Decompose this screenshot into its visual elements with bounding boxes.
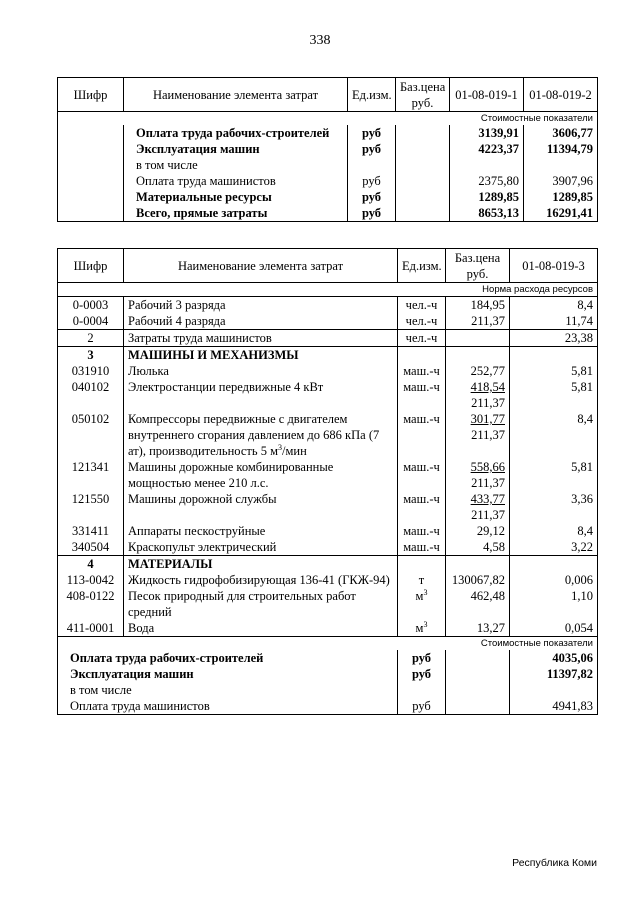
cell-unit bbox=[398, 556, 446, 573]
cell-code bbox=[58, 205, 124, 222]
header-col1: 01-08-019-1 bbox=[450, 78, 524, 112]
cell-unit-text: маш.-ч bbox=[403, 524, 440, 538]
table-row bbox=[58, 666, 598, 682]
cell-name bbox=[124, 347, 398, 364]
cell-price bbox=[446, 313, 510, 330]
cell-price-main: 558,66 bbox=[470, 460, 505, 474]
cell-code: 031910 bbox=[58, 363, 124, 379]
cell-code bbox=[58, 189, 124, 205]
cell-value-1: 3139,91 bbox=[450, 125, 524, 141]
table-row bbox=[58, 523, 598, 539]
cell-name: Оплата труда машинистов bbox=[124, 173, 348, 189]
table-row bbox=[58, 189, 598, 205]
cell-unit-text: маш.-ч bbox=[403, 540, 440, 554]
cell-name-text: Песок природный для строительных работ средний bbox=[128, 589, 356, 619]
cell-name-text: Рабочий 4 разряда bbox=[128, 314, 226, 328]
cell-price bbox=[446, 363, 510, 379]
cell-price bbox=[446, 523, 510, 539]
cell-price bbox=[446, 650, 510, 666]
cell-price bbox=[446, 411, 510, 459]
cell-name bbox=[124, 539, 398, 556]
cell-price-main: 4,58 bbox=[483, 540, 505, 554]
cell-value-2: 3907,96 bbox=[524, 173, 598, 189]
cell-unit bbox=[348, 157, 396, 173]
cell-price bbox=[396, 157, 450, 173]
header-unit: Ед.изм. bbox=[398, 249, 446, 283]
cell-price-main: 433,77 bbox=[470, 492, 505, 506]
table-row bbox=[58, 491, 598, 523]
cell-code: 050102 bbox=[58, 411, 124, 459]
cell-price bbox=[396, 173, 450, 189]
cell-unit bbox=[398, 297, 446, 314]
table-row bbox=[58, 363, 598, 379]
table-row bbox=[58, 698, 598, 715]
cell-unit-sup: 3 bbox=[423, 587, 428, 597]
table-row bbox=[58, 650, 598, 666]
cell-name-text: Электростанции передвижные 4 кВт bbox=[128, 380, 324, 394]
cell-name-text: Жидкость гидрофобизирующая 136-41 (ГКЖ-94) bbox=[128, 573, 390, 587]
cell-name: Оплата труда машинистов bbox=[58, 698, 398, 715]
cell-unit: руб bbox=[348, 173, 396, 189]
cell-code: 121341 bbox=[58, 459, 124, 491]
cell-price bbox=[396, 189, 450, 205]
table-row bbox=[58, 205, 598, 222]
cell-price bbox=[446, 666, 510, 682]
cell-value: 0,054 bbox=[510, 620, 598, 637]
cell-unit-text: м bbox=[415, 589, 424, 603]
cell-name: Материальные ресурсы bbox=[124, 189, 348, 205]
cell-unit bbox=[398, 313, 446, 330]
table-row bbox=[58, 157, 598, 173]
cell-price bbox=[446, 556, 510, 573]
cell-code: 113-0042 bbox=[58, 572, 124, 588]
cell-unit-text: маш.-ч bbox=[403, 380, 440, 394]
cell-unit bbox=[398, 539, 446, 556]
cell-value-2: 3606,77 bbox=[524, 125, 598, 141]
header-price: Баз.цена руб. bbox=[446, 249, 510, 283]
cell-code bbox=[58, 125, 124, 141]
header-name: Наименование элемента затрат bbox=[124, 78, 348, 112]
cell-value: 0,006 bbox=[510, 572, 598, 588]
cell-price bbox=[446, 698, 510, 715]
cell-price-alt: 211,37 bbox=[471, 428, 505, 442]
cell-code: 2 bbox=[58, 330, 124, 347]
cell-value-2 bbox=[524, 157, 598, 173]
cell-value-1: 8653,13 bbox=[450, 205, 524, 222]
cell-unit-text: м bbox=[415, 621, 424, 635]
table-row bbox=[58, 297, 598, 314]
cell-price-main: 29,12 bbox=[476, 524, 505, 538]
cell-unit bbox=[398, 347, 446, 364]
cell-price bbox=[446, 347, 510, 364]
cell-value-1: 2375,80 bbox=[450, 173, 524, 189]
cell-unit bbox=[398, 330, 446, 347]
cell-name: Всего, прямые затраты bbox=[124, 205, 348, 222]
publisher-footer: Республика Коми bbox=[512, 857, 597, 869]
cell-unit bbox=[398, 411, 446, 459]
cell-unit-text: маш.-ч bbox=[403, 364, 440, 378]
table-row bbox=[58, 173, 598, 189]
cell-unit-text: т bbox=[418, 573, 425, 587]
cell-name bbox=[124, 491, 398, 523]
cell-unit bbox=[398, 363, 446, 379]
cell-name-text: Компрессоры передвижные с двигателем внутреннего сгорания давлением до 686 кПа (7 ат), производительность 5 м bbox=[128, 412, 380, 458]
cell-price bbox=[446, 620, 510, 637]
cell-value-1 bbox=[450, 157, 524, 173]
cell-name bbox=[124, 523, 398, 539]
cell-unit-text: маш.-ч bbox=[403, 492, 440, 506]
cell-value: 8,4 bbox=[510, 297, 598, 314]
header-code: Шифр bbox=[58, 78, 124, 112]
cell-code: 331411 bbox=[58, 523, 124, 539]
cell-code: 0-0003 bbox=[58, 297, 124, 314]
cell-name-text: Люлька bbox=[128, 364, 169, 378]
cell-name-text: Рабочий 3 разряда bbox=[128, 298, 226, 312]
cell-unit bbox=[398, 682, 446, 698]
cell-unit bbox=[398, 523, 446, 539]
cell-price bbox=[396, 125, 450, 141]
cell-price bbox=[446, 539, 510, 556]
table-row bbox=[58, 411, 598, 459]
cell-name bbox=[124, 379, 398, 411]
header-name: Наименование элемента затрат bbox=[124, 249, 398, 283]
cell-name: Оплата труда рабочих-строителей bbox=[124, 125, 348, 141]
header-code: Шифр bbox=[58, 249, 124, 283]
cell-price-alt: 211,37 bbox=[471, 508, 505, 522]
cell-name bbox=[124, 313, 398, 330]
table-row bbox=[58, 572, 598, 588]
cell-name-text: Аппараты пескоструйные bbox=[128, 524, 266, 538]
cell-name-text: МАТЕРИАЛЫ bbox=[128, 557, 213, 571]
cell-name bbox=[124, 330, 398, 347]
cell-name-text: МАШИНЫ И МЕХАНИЗМЫ bbox=[128, 348, 299, 362]
cell-unit: руб bbox=[348, 141, 396, 157]
cell-name: в том числе bbox=[124, 157, 348, 173]
cell-unit: руб bbox=[348, 205, 396, 222]
cell-value: 4941,83 bbox=[510, 698, 598, 715]
cell-unit bbox=[398, 620, 446, 637]
cell-value: 5,81 bbox=[510, 459, 598, 491]
cell-name-text: Машины дорожные комбинированные мощностью менее 210 л.с. bbox=[128, 460, 334, 490]
cell-unit bbox=[398, 459, 446, 491]
cell-code: 040102 bbox=[58, 379, 124, 411]
cell-name-text: Затраты труда машинистов bbox=[128, 331, 272, 345]
cell-price bbox=[446, 572, 510, 588]
cell-unit-text: чел.-ч bbox=[405, 331, 438, 345]
cell-name: в том числе bbox=[58, 682, 398, 698]
cell-price-main: 184,95 bbox=[470, 298, 505, 312]
cell-price bbox=[446, 297, 510, 314]
cell-code: 3 bbox=[58, 347, 124, 364]
subheader: Норма расхода ресурсов bbox=[58, 283, 598, 297]
cell-price-alt: 211,37 bbox=[471, 396, 505, 410]
cell-value-2: 16291,41 bbox=[524, 205, 598, 222]
cost-table-1 bbox=[57, 77, 598, 222]
table-row bbox=[58, 556, 598, 573]
cell-price-main: 301,77 bbox=[470, 412, 505, 426]
cell-unit bbox=[398, 572, 446, 588]
cell-unit bbox=[398, 379, 446, 411]
cell-name bbox=[124, 620, 398, 637]
cell-value: 5,81 bbox=[510, 379, 598, 411]
cell-unit bbox=[398, 491, 446, 523]
cell-name bbox=[124, 363, 398, 379]
cell-value: 3,36 bbox=[510, 491, 598, 523]
cell-name bbox=[124, 297, 398, 314]
cell-code bbox=[58, 157, 124, 173]
cell-price bbox=[446, 459, 510, 491]
cell-value bbox=[510, 682, 598, 698]
cell-name: Оплата труда рабочих-строителей bbox=[58, 650, 398, 666]
cell-price bbox=[396, 141, 450, 157]
cell-unit-text: чел.-ч bbox=[405, 314, 438, 328]
cell-value bbox=[510, 556, 598, 573]
cell-value-1: 1289,85 bbox=[450, 189, 524, 205]
table-row bbox=[58, 459, 598, 491]
cell-price-main: 13,27 bbox=[476, 621, 505, 635]
cell-value-1: 4223,37 bbox=[450, 141, 524, 157]
table-row bbox=[58, 330, 598, 347]
cell-price bbox=[446, 491, 510, 523]
cell-price bbox=[446, 330, 510, 347]
cell-unit-text: маш.-ч bbox=[403, 412, 440, 426]
cell-unit: руб bbox=[398, 666, 446, 682]
cell-value: 3,22 bbox=[510, 539, 598, 556]
cell-price-main: 418,54 bbox=[470, 380, 505, 394]
cell-price-main: 462,48 bbox=[470, 589, 505, 603]
header-price: Баз.цена руб. bbox=[396, 78, 450, 112]
cell-value: 8,4 bbox=[510, 523, 598, 539]
cell-unit: руб bbox=[398, 650, 446, 666]
cell-unit: руб bbox=[398, 698, 446, 715]
cell-value: 8,4 bbox=[510, 411, 598, 459]
resource-table bbox=[57, 248, 598, 715]
cell-name-text: Вода bbox=[128, 621, 155, 635]
cell-unit-sup: 3 bbox=[423, 619, 428, 629]
cell-unit: руб bbox=[348, 189, 396, 205]
cell-unit bbox=[398, 588, 446, 620]
cell-name bbox=[124, 556, 398, 573]
cell-value-2: 11394,79 bbox=[524, 141, 598, 157]
cell-code: 121550 bbox=[58, 491, 124, 523]
cell-code: 408-0122 bbox=[58, 588, 124, 620]
header-unit: Ед.изм. bbox=[348, 78, 396, 112]
cell-unit-text: чел.-ч bbox=[405, 298, 438, 312]
cell-name bbox=[124, 588, 398, 620]
table-row bbox=[58, 125, 598, 141]
cell-price-alt: 211,37 bbox=[471, 476, 505, 490]
cell-price bbox=[396, 205, 450, 222]
cell-price-main: 211,37 bbox=[471, 314, 505, 328]
cell-value: 11397,82 bbox=[510, 666, 598, 682]
cell-value-2: 1289,85 bbox=[524, 189, 598, 205]
cell-value: 11,74 bbox=[510, 313, 598, 330]
table-row bbox=[58, 682, 598, 698]
cell-code: 0-0004 bbox=[58, 313, 124, 330]
table-row bbox=[58, 141, 598, 157]
cell-value bbox=[510, 347, 598, 364]
page-number: 338 bbox=[309, 33, 331, 48]
cell-value: 5,81 bbox=[510, 363, 598, 379]
cell-price bbox=[446, 379, 510, 411]
table-row bbox=[58, 588, 598, 620]
cell-price-main: 252,77 bbox=[470, 364, 505, 378]
cell-name-sup: 3 bbox=[278, 442, 282, 452]
cell-name: Эксплуатация машин bbox=[124, 141, 348, 157]
cell-value: 23,38 bbox=[510, 330, 598, 347]
cell-code bbox=[58, 173, 124, 189]
cell-code bbox=[58, 141, 124, 157]
cell-unit-text: маш.-ч bbox=[403, 460, 440, 474]
cell-value: 1,10 bbox=[510, 588, 598, 620]
table-row bbox=[58, 539, 598, 556]
cell-code: 4 bbox=[58, 556, 124, 573]
header-col2: 01-08-019-2 bbox=[524, 78, 598, 112]
cost-subheader: Стоимостные показатели bbox=[58, 637, 598, 651]
cell-price bbox=[446, 682, 510, 698]
cell-name-text: Машины дорожной службы bbox=[128, 492, 277, 506]
table-row bbox=[58, 347, 598, 364]
cell-name-tail: /мин bbox=[282, 444, 307, 458]
cell-code: 411-0001 bbox=[58, 620, 124, 637]
table-row bbox=[58, 313, 598, 330]
cell-name bbox=[124, 459, 398, 491]
subheader: Стоимостные показатели bbox=[58, 112, 598, 126]
cell-price bbox=[446, 588, 510, 620]
cell-name: Эксплуатация машин bbox=[58, 666, 398, 682]
table-row bbox=[58, 620, 598, 637]
cell-unit: руб bbox=[348, 125, 396, 141]
cell-value: 4035,06 bbox=[510, 650, 598, 666]
header-col1: 01-08-019-3 bbox=[510, 249, 598, 283]
table-row bbox=[58, 379, 598, 411]
cell-name bbox=[124, 411, 398, 459]
cell-name-text: Краскопульт электрический bbox=[128, 540, 277, 554]
cell-name bbox=[124, 572, 398, 588]
cell-price-main: 130067,82 bbox=[451, 573, 505, 587]
cell-code: 340504 bbox=[58, 539, 124, 556]
